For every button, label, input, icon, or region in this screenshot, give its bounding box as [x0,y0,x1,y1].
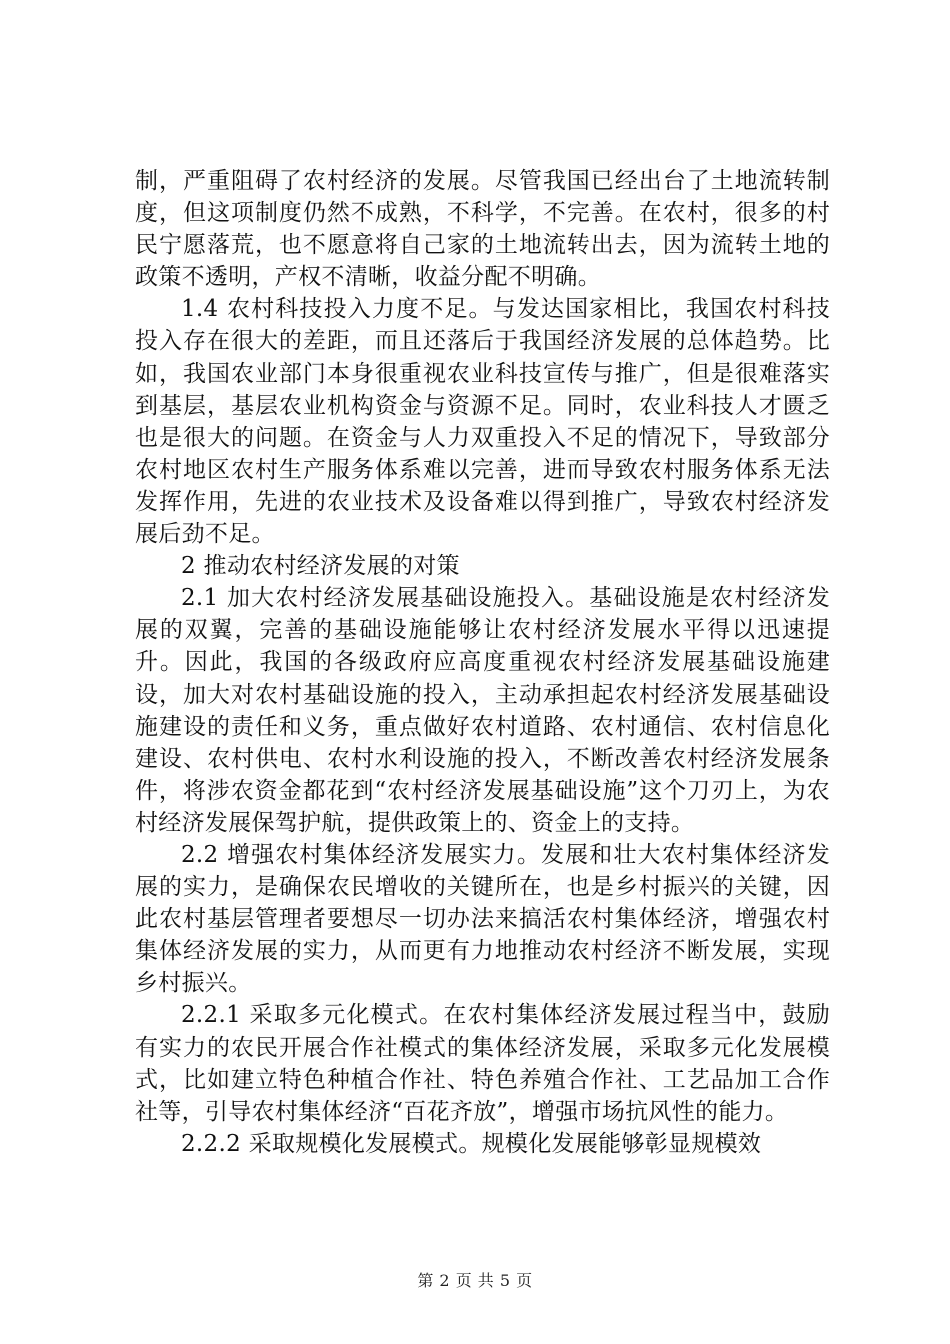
paragraph-land-transfer-continuation: 制，严重阻碍了农村经济的发展。尽管我国已经出台了土地流转制度，但这项制度仍然不成熟，不科学，不完善。在农村，很多的村民宁愿落荒，也不愿意将自己家的土地流转出去，因为流转土地的政策不透明，产权不清晰，收益分配不明确。 [135,168,830,291]
paragraph-1-4-tech-investment: 1.4 农村科技投入力度不足。与发达国家相比，我国农村科技投入存在很大的差距，而且还落后于我国经济发展的总体趋势。比如，我国农业部门本身很重视农业科技宣传与推广，但是很难落实到基层，基层农业机构资金与资源不足。同时，农业科技人才匮乏也是很大的问题。在资金与人力双重投入不足的情况下，导致部分农村地区农村生产服务体系难以完善，进而导致农村服务体系无法发挥作用，先进的农业技术及设备难以得到推广，导致农村经济发展后劲不足。 [135,296,830,548]
page-footer: 第 2 页 共 5 页 [417,1271,533,1290]
document-body [135,165,830,1160]
paragraph-2-1-infrastructure: 2.1 加大农村经济发展基础设施投入。基础设施是农村经济发展的双翼，完善的基础设施能够让农村经济发展水平得以迅速提升。因此，我国的各级政府应高度重视农村经济发展基础设施建设，加大对农村基础设施的投入，主动承担起农村经济发展基础设施建设的责任和义务，重点做好农村道路、农村通信、农村信息化建设、农村供电、农村水利设施的投入，不断改善农村经济发展条件，将涉农资金都花到“农村经济发展基础设施”这个刀刃上，为农村经济发展保驾护航，提供政策上的、资金上的支持。 [135,585,830,836]
paragraph-2-2-collective-economy: 2.2 增强农村集体经济发展实力。发展和壮大农村集体经济发展的实力，是确保农民增收的关键所在，也是乡村振兴的关键，因此农村基层管理者要想尽一切办法来搞活农村集体经济，增强农村集体经济发展的实力，从而更有力地推动农村经济不断发展，实现乡村振兴。 [135,841,830,997]
paragraph-2-2-2-scale-model: 2.2.2 采取规模化发展模式。规模化发展能够彰显规模效 [181,1130,762,1157]
section-heading-2: 2 推动农村经济发展的对策 [181,553,460,580]
paragraph-2-2-1-diversified-model: 2.2.1 采取多元化模式。在农村集体经济发展过程当中，鼓励有实力的农民开展合作社模式的集体经济发展，采取多元化发展模式，比如建立特色种植合作社、特色养殖合作社、工艺品加工合作社等，引导农村集体经济“百花齐放”，增强市场抗风性的能力。 [135,1002,830,1125]
